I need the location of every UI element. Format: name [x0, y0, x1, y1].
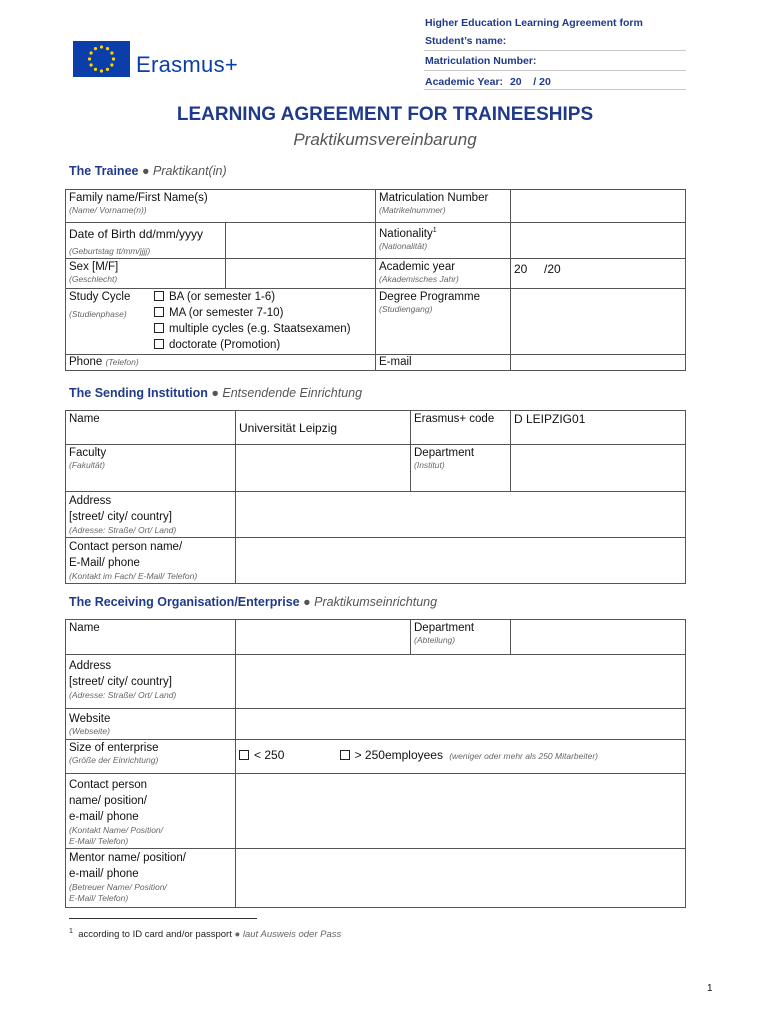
cycle-multiple-checkbox[interactable]: multiple cycles (e.g. Staatsexamen): [154, 321, 351, 337]
checkbox-icon: [154, 307, 164, 317]
academic-year-input[interactable]: 20 /20: [511, 259, 686, 289]
sending-address-cell: Address [street/ city/ country] (Adresse: Straße/ Ort/ Land): [66, 492, 236, 538]
erasmus-logo: [73, 41, 263, 77]
email-input[interactable]: [511, 355, 686, 371]
matriculation-input[interactable]: [511, 190, 686, 223]
sending-contact-cell: Contact person name/ E-Mail/ phone (Kontakt im Fach/ E-Mail/ Telefon): [66, 538, 236, 584]
checkbox-icon: [154, 339, 164, 349]
receiving-department-input[interactable]: [511, 620, 686, 655]
cycle-ba-checkbox[interactable]: BA (or semester 1-6): [154, 289, 351, 305]
degree-cell: Degree Programme (Studiengang): [376, 289, 511, 355]
sending-department-cell: Department (Institut): [411, 445, 511, 492]
receiving-department-cell: Department (Abteilung): [411, 620, 511, 655]
brand-name: Erasmus+: [136, 52, 239, 77]
sending-name-input[interactable]: Universität Leipzig: [236, 411, 411, 445]
academic-year-label: [425, 76, 551, 88]
receiving-heading: The Receiving Organisation/Enterprise ● Praktikumseinrichtung: [69, 595, 438, 609]
checkbox-icon: [340, 750, 350, 760]
phone-cell: Phone (Telefon): [66, 355, 376, 371]
checkbox-icon: [154, 291, 164, 301]
student-name-label: Student’s name:: [425, 35, 507, 47]
eu-flag-icon: [73, 41, 130, 77]
faculty-input[interactable]: [236, 445, 411, 492]
sending-table: [65, 410, 686, 584]
academic-year-text: Academic Year:: [425, 76, 504, 88]
sending-name-cell: Name: [66, 411, 236, 445]
page-title: LEARNING AGREEMENT FOR TRAINEESHIPS: [176, 104, 594, 125]
sending-heading: The Sending Institution ● Entsendende Einrichtung: [69, 386, 363, 400]
receiving-address-input[interactable]: [236, 655, 686, 709]
nationality-input[interactable]: [511, 223, 686, 259]
size-options: < 250 > 250employees (weniger oder mehr als 250 Mitarbeiter): [236, 740, 686, 774]
checkbox-icon: [239, 750, 249, 760]
receiving-name-cell: Name: [66, 620, 236, 655]
receiving-name-input[interactable]: [236, 620, 411, 655]
receiving-contact-input[interactable]: [236, 774, 686, 849]
nationality-cell: Nationality$^1$ (Nationalität): [376, 223, 511, 259]
receiving-table: [65, 619, 686, 908]
study-cycle-cell: Study Cycle (Studienphase) BA (or semester 1-6) MA (or semester 7-10) multiple cycles (e.g. Staatsexamen) doctorate (Promotion): [66, 289, 376, 355]
degree-input[interactable]: [511, 289, 686, 355]
receiving-contact-cell: Contact person name/ position/ e-mail/ phone (Kontakt Name/ Position/ E-Mail/ Telefon): [66, 774, 236, 849]
sex-cell: Sex [M/F] (Geschlecht): [66, 259, 226, 289]
sex-input[interactable]: [226, 259, 376, 289]
family-name-cell: Family name/First Name(s) (Name/ Vorname(n)): [66, 190, 376, 223]
receiving-address-cell: Address [street/ city/ country] (Adresse: Straße/ Ort/ Land): [66, 655, 236, 709]
academic-year-value: 20 / 20: [509, 76, 551, 88]
mentor-input[interactable]: [236, 849, 686, 908]
cycle-doctorate-checkbox[interactable]: doctorate (Promotion): [154, 337, 351, 353]
footnote: $^1$ according to ID card and/or passport ● laut Ausweis oder Pass: [69, 928, 342, 941]
page-subtitle: Praktikumsvereinbarung: [293, 130, 477, 149]
erasmus-code-cell: Erasmus+ code: [411, 411, 511, 445]
website-cell: Website (Webseite): [66, 709, 236, 740]
academic-year-cell: Academic year (Akademisches Jahr): [376, 259, 511, 289]
cycle-ma-checkbox[interactable]: MA (or semester 7-10): [154, 305, 351, 321]
size-small-checkbox[interactable]: < 250: [239, 748, 284, 762]
sending-department-input[interactable]: [511, 445, 686, 492]
trainee-heading: The Trainee ● Praktikant(in): [69, 164, 227, 178]
website-input[interactable]: [236, 709, 686, 740]
email-cell: E-mail: [376, 355, 511, 371]
erasmus-code-input[interactable]: D LEIPZIG01: [511, 411, 686, 445]
footnote-rule: [69, 918, 257, 919]
size-cell: Size of enterprise (Größe der Einrichtung): [66, 740, 236, 774]
mentor-cell: Mentor name/ position/ e-mail/ phone (Betreuer Name/ Position/ E-Mail/ Telefon): [66, 849, 236, 908]
dob-cell: Date of Birth dd/mm/yyyy (Geburtstag tt/mm/jjjj): [66, 223, 226, 259]
form-title: Higher Education Learning Agreement form: [425, 17, 643, 29]
dob-input[interactable]: [226, 223, 376, 259]
size-large-checkbox[interactable]: > 250employees: [340, 748, 443, 762]
matriculation-cell: Matriculation Number (Matrikelnummer): [376, 190, 511, 223]
sending-contact-input[interactable]: [236, 538, 686, 584]
checkbox-icon: [154, 323, 164, 333]
page-number: 1: [707, 983, 713, 994]
trainee-table: [65, 189, 686, 371]
matriculation-label: Matriculation Number:: [425, 55, 537, 67]
faculty-cell: Faculty (Fakultät): [66, 445, 236, 492]
sending-address-input[interactable]: [236, 492, 686, 538]
